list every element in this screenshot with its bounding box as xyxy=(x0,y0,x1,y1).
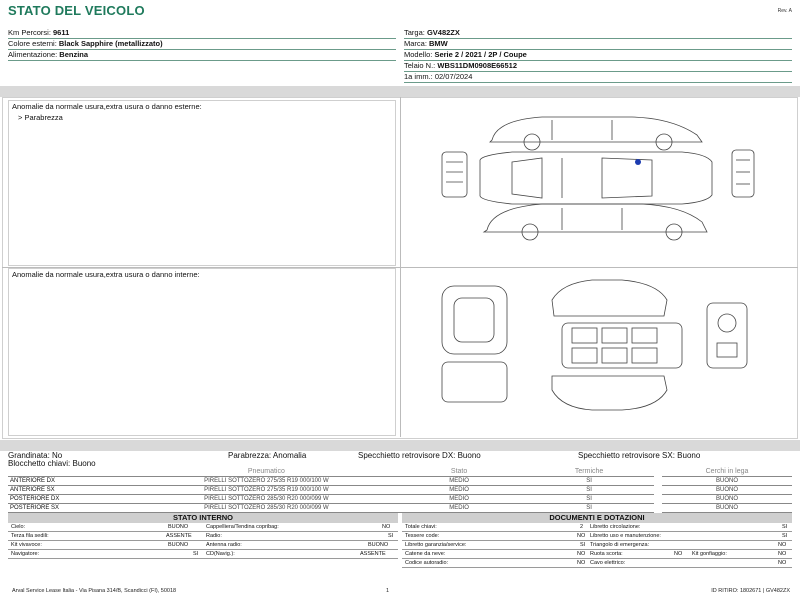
summary-specchietto-dx: Specchietto retrovisore DX: Buono xyxy=(358,451,481,460)
table-row: ANTERIORE SX PIRELLI SOTTOZERO 275/35 R19 000/100 W MEDIO SI BUONO xyxy=(8,486,792,495)
table-row: Cielo: BUONO Cappelliera/Tendina copribag: NO xyxy=(8,523,398,532)
summary-grandinata: Grandinata: No xyxy=(8,451,63,460)
table-row: Libretto garanzia/service: SI Triangolo di emergenza: NO xyxy=(402,541,792,550)
footer-company: Arval Service Lease Italia - Via Pisana 314/B, Scandicci (FI), 50018 xyxy=(12,588,177,594)
stato-interno-heading: STATO INTERNO xyxy=(8,513,398,523)
info-row-marca: Marca: BMW xyxy=(404,39,792,50)
tyre-header-termiche: Termiche xyxy=(524,468,654,477)
table-row: Kit vivavoce: BUONO Antenna radio: BUONO xyxy=(8,541,398,550)
table-row: Navigatore: SI CD(Navig.): ASSENTE xyxy=(8,550,398,559)
external-damage-panel xyxy=(8,100,396,266)
info-row-alimentazione: Alimentazione: Benzina xyxy=(8,50,396,61)
info-row-telaio: Telaio N.: WBS11DM0908E66512 xyxy=(404,61,792,72)
summary-specchietto-sx: Specchietto retrovisore SX: Buono xyxy=(578,451,701,460)
internal-damage-panel xyxy=(8,268,396,436)
table-row: POSTERIORE SX PIRELLI SOTTOZERO 285/30 R20 000/099 W MEDIO SI BUONO xyxy=(8,504,792,513)
info-row-km: Km Percorsi: 9611 xyxy=(8,28,396,39)
summary-band xyxy=(0,440,800,451)
table-row: Catene da neve: NO Ruota scorta: NO Kit gonfiaggio: NO xyxy=(402,550,792,559)
tyre-header-cerchi: Cerchi in lega xyxy=(662,468,792,477)
summary-bloccaggio: Blocchetto chiavi: Buono xyxy=(8,459,96,468)
exterior-car-diagram xyxy=(402,100,794,264)
damage-marker xyxy=(635,159,641,165)
info-row-immatricolazione: 1a imm.: 02/07/2024 xyxy=(404,72,792,83)
table-row: Codice autoradio: NO Cavo elettrico: NO xyxy=(402,559,792,568)
revision-label: Rev. A xyxy=(777,8,792,14)
tyre-table xyxy=(8,468,792,513)
page-title: STATO DEL VEICOLO xyxy=(8,3,145,18)
info-row-colore: Colore esterni: Black Sapphire (metallizzato) xyxy=(8,39,396,50)
info-row-modello: Modello: Serie 2 / 2021 / 2P / Coupe xyxy=(404,50,792,61)
table-row: ANTERIORE DX PIRELLI SOTTOZERO 275/35 R19 000/100 W MEDIO SI BUONO xyxy=(8,477,792,486)
footer-id: ID RITIRO: 1802671 | GV482ZX xyxy=(711,588,790,594)
table-row: Tessere code: NO Libretto uso e manutenzione: SI xyxy=(402,532,792,541)
info-row-targa: Targa: GV482ZX xyxy=(404,28,792,39)
external-damage-item: > Parabrezza xyxy=(18,113,63,122)
table-row: Totale chiavi: 2 Libretto circolazione: SI xyxy=(402,523,792,532)
table-row: Terza fila sedili: ASSENTE Radio: SI xyxy=(8,532,398,541)
tyre-header-pneumatico: Pneumatico xyxy=(139,468,395,477)
documenti-heading: DOCUMENTI E DOTAZIONI xyxy=(402,513,792,523)
summary-parabrezza: Parabrezza: Anomalia xyxy=(228,451,307,460)
internal-damage-heading: Anomalie da normale usura,extra usura o danno interne: xyxy=(12,270,200,279)
interior-car-diagram xyxy=(402,268,794,434)
section-band xyxy=(0,86,800,97)
external-damage-heading: Anomalie da normale usura,extra usura o danno esterne: xyxy=(12,102,202,111)
tyre-header-stato: Stato xyxy=(394,468,524,477)
table-row: POSTERIORE DX PIRELLI SOTTOZERO 285/30 R20 000/099 W MEDIO SI BUONO xyxy=(8,495,792,504)
footer-page-number: 1 xyxy=(386,588,390,594)
